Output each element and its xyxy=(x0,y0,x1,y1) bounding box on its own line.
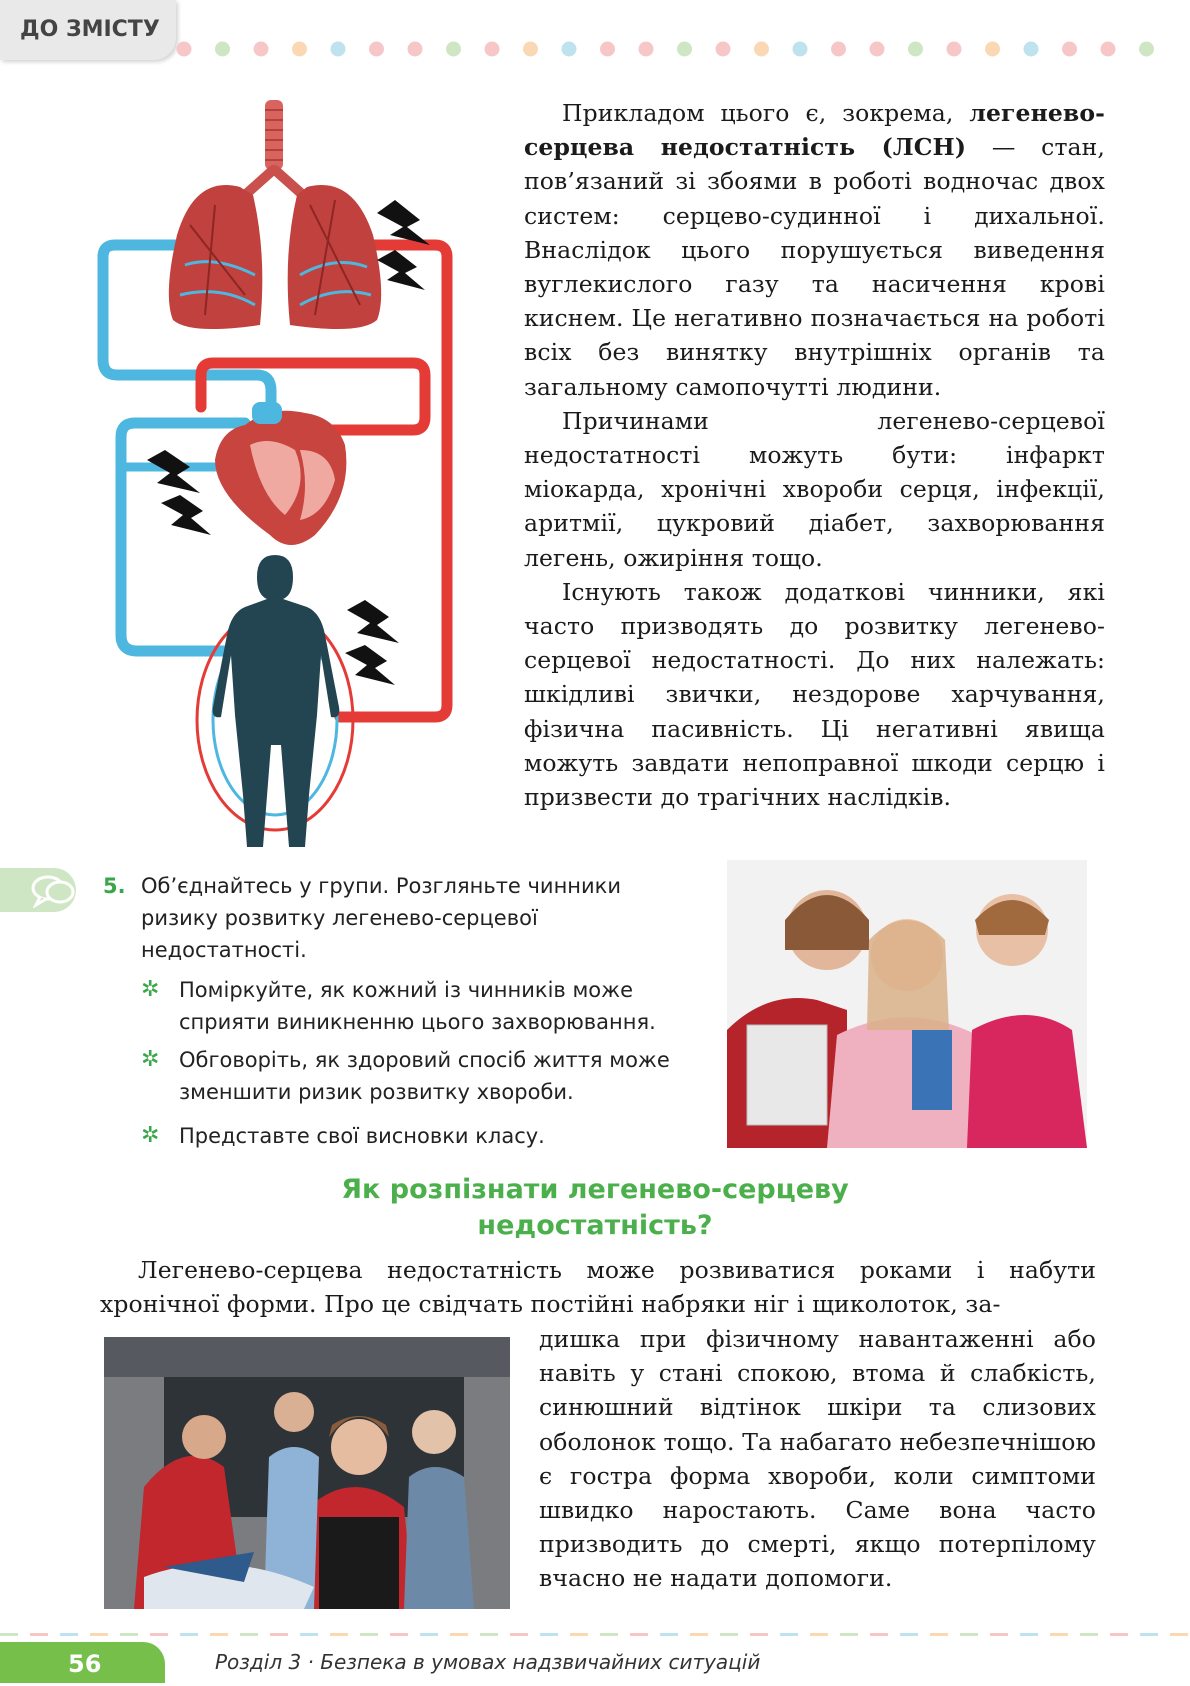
intro-text xyxy=(524,96,1105,814)
paragraph-risk-factors: Існують також додаткові чинники, які часто призводять до розвитку легенево-серцевої недостатності. До них належать: шкідливі звички, нездорове харчування, фізична пасивність. Ці негативні явища можуть завдати непоправної шкоди серцю і призвести до трагічних наслідків. xyxy=(524,577,1105,812)
contents-tab[interactable]: ДО ЗМІСТУ xyxy=(0,0,176,60)
page-number: 56 xyxy=(0,1642,165,1683)
speech-bubbles-icon xyxy=(30,872,76,908)
chapter-title: Розділ 3 · Безпека в умовах надзвичайних ситуацій xyxy=(215,1650,761,1674)
task-bullet: ✲ Представте свої висновки класу. xyxy=(141,1120,703,1152)
section-text-full: Легенево-серцева недостатність може розвиватися роками і набути хронічної форми. Про це свідчать постійні набряки ніг і щиколоток, за- xyxy=(100,1256,1096,1319)
task-bullet: ✲ Обговоріть, як здоровий спосіб життя може зменшити ризик розвитку хвороби. xyxy=(141,1044,703,1108)
task-number: 5. xyxy=(103,874,126,898)
sun-bullet-icon: ✲ xyxy=(141,977,160,1002)
emergency-rescue-photo xyxy=(104,1337,510,1609)
sun-bullet-icon: ✲ xyxy=(141,1047,160,1072)
circulation-illustration xyxy=(95,95,495,850)
teenagers-photo xyxy=(727,860,1087,1148)
section-heading: Як розпізнати легенево-серцеву недостатність? xyxy=(341,1174,849,1241)
group-task xyxy=(103,870,703,1152)
decorative-dot-row xyxy=(176,40,1190,58)
task-bullet: ✲ Поміркуйте, як кожний із чинників може сприяти виникненню цього захворювання. xyxy=(141,974,703,1038)
term-lsn: легенево-серцева недостатність (ЛСН) xyxy=(524,99,1105,162)
paragraph-lsn-definition: Прикладом цього є, зокрема, легенево-серцева недостатність (ЛСН) — стан, пов’язаний зі збоями в роботі водночас двох систем: серцево-судинної і дихальної. Внаслідок цього порушується виведення вуглекислого газу та насичення крові киснем. Це негативно позначається на роботі всіх без винятку внутрішніх органів та загальному самопочутті людини. xyxy=(524,99,1105,401)
task-intro: Об’єднайтесь у групи. Розгляньте чинники ризику розвитку легенево-серцевої недостатності. xyxy=(141,874,622,962)
footer-dash-line xyxy=(0,1632,1190,1638)
section-text-side: дишка при фізичному навантаженні або навіть у стані спокою, втома й слабкість, синюшний відтінок шкіри та слизових оболонок тощо. Та набагато небезпечнішою є гостра форма хвороби, коли симптоми швидко наростають. Саме вона часто призводить до смерті, якщо потерпілому вчасно не надати допомоги. xyxy=(539,1325,1096,1593)
paragraph-causes: Причинами легенево-серцевої недостатності можуть бути: інфаркт міокарда, хронічні хвороби серця, інфекції, аритмії, цукровий діабет, захворювання легень, ожиріння тощо. xyxy=(524,406,1105,572)
sun-bullet-icon: ✲ xyxy=(141,1123,160,1148)
